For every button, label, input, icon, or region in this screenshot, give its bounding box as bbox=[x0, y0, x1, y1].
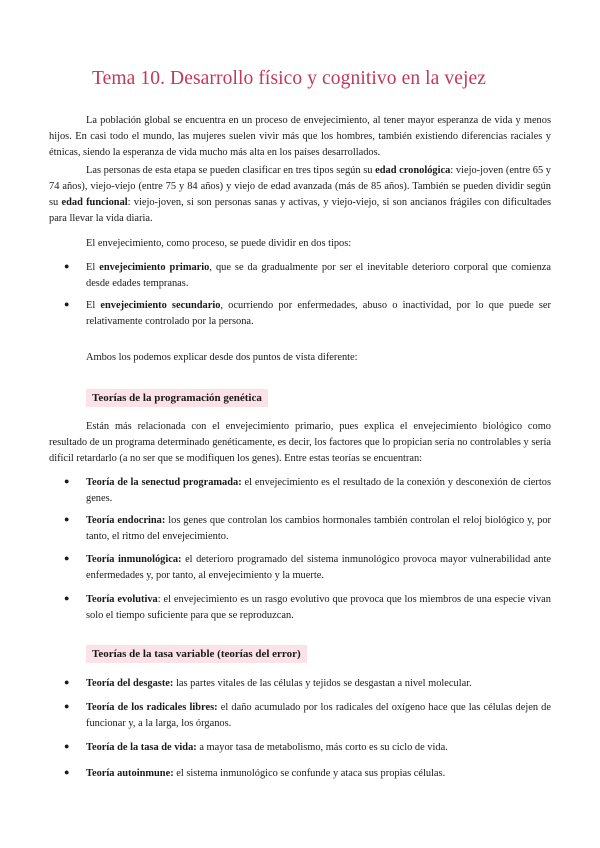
text-run: , que se da gradualmente por ser el inevitable deterioro corporal que comienza desde edades tempranas. bbox=[86, 262, 551, 289]
intro-paragraph: La población global se encuentra en un proceso de envejecimiento, al tener mayor esperanza de vida y menos hijos. En casi todo el mundo, las mujeres suelen vivir más que los hombres, también existiendo diferencias raciales y étnicas, siendo la esperanza de vida mucho más alta en los países desarrollados. bbox=[49, 115, 551, 158]
list-item-term: Teoría autoinmune: bbox=[86, 768, 174, 779]
text-run: el deterioro programado del sistema inmunológico provoca mayor vulnerabilidad ante enfermedades y, por tanto, al envejecimiento y la muerte. bbox=[86, 554, 551, 581]
term-edad-funcional: edad funcional bbox=[61, 197, 128, 208]
list-item-text bbox=[86, 260, 551, 292]
bullet-icon: ● bbox=[64, 553, 70, 563]
text-run: a mayor tasa de metabolismo, más corto es su ciclo de vida. bbox=[196, 742, 448, 753]
list-item-text bbox=[86, 766, 551, 782]
list-item-term: Teoría de la tasa de vida: bbox=[86, 742, 197, 753]
text-run: Las personas de esta etapa se pueden clasificar en tres tipos según su bbox=[86, 165, 376, 176]
list-item-term: Teoría de los radicales libres: bbox=[86, 702, 218, 713]
text-run: las partes vitales de las células y tejidos se desgastan a nivel molecular. bbox=[173, 678, 472, 689]
text-run: el daño acumulado por los radicales del oxígeno hace que las células dejen de funcionar y, a la larga, los órganos. bbox=[86, 702, 551, 729]
text-run: los genes que controlan los cambios hormonales también controlan el reloj biológico y, por tanto, el ritmo del envejecimiento. bbox=[86, 515, 551, 542]
list-item-term: envejecimiento primario bbox=[99, 262, 210, 273]
page-title: Tema 10. Desarrollo físico y cognitivo en la vejez bbox=[92, 68, 487, 89]
text-run: : viejo-joven (entre 65 y 74 años), viejo-viejo (entre 75 y 84 años) y viejo de edad avanzada (más de 85 años). También se pueden dividir según su bbox=[49, 165, 552, 208]
term-edad-cronologica: edad cronológica bbox=[375, 165, 451, 176]
bullet-icon: ● bbox=[64, 593, 70, 603]
aging-types-intro: El envejecimiento, como proceso, se puede dividir en dos tipos: bbox=[86, 238, 352, 249]
list-item-text bbox=[86, 676, 551, 692]
list-item bbox=[0, 513, 600, 547]
age-classification-paragraph bbox=[49, 163, 551, 227]
bullet-icon: ● bbox=[64, 701, 70, 711]
list-item bbox=[0, 475, 600, 509]
list-item-term: Teoría evolutiva bbox=[86, 594, 158, 605]
bullet-icon: ● bbox=[64, 741, 70, 751]
list-item-term: Teoría del desgaste: bbox=[86, 678, 174, 689]
list-item-term: Teoría inmunológica: bbox=[86, 554, 182, 565]
bullet-icon: ● bbox=[64, 261, 70, 271]
text-run: , ocurriendo por enfermedades, abuso o inactividad, por lo que puede ser relativamente controlado por la persona. bbox=[86, 300, 551, 327]
list-item bbox=[0, 552, 600, 586]
bullet-icon: ● bbox=[64, 677, 70, 687]
list-item-text bbox=[86, 700, 551, 732]
genetic-intro-paragraph: Están más relacionada con el envejecimiento primario, pues explica el envejecimiento biológico como resultado de un programa determinado genéticamente, es decir, los factores que lo propician sería no controlables y sería difícil retardarlo (a no ser que se modifiquen los genes). Entre estas teorías se encuentran: bbox=[49, 421, 551, 464]
bullet-icon: ● bbox=[64, 299, 70, 309]
bullet-icon: ● bbox=[64, 514, 70, 524]
list-item bbox=[0, 260, 600, 294]
text-run: : viejo-joven, si son personas sanas y activas, y viejo-viejo, si son ancianos frágiles con dificultades para llevar la vida diaria. bbox=[49, 197, 551, 224]
list-item bbox=[0, 298, 600, 332]
list-item-term: envejecimiento secundario bbox=[100, 300, 221, 311]
text-run: El bbox=[86, 262, 100, 273]
list-item-text bbox=[86, 552, 551, 584]
list-item bbox=[0, 740, 600, 758]
list-item bbox=[0, 592, 600, 626]
text-run: el envejecimiento es el resultado de la conexión y desconexión de ciertos genes. bbox=[86, 477, 551, 504]
list-item-term: Teoría de la senectud programada: bbox=[86, 477, 242, 488]
list-item-text bbox=[86, 513, 551, 545]
list-item bbox=[0, 700, 600, 734]
list-item-text bbox=[86, 298, 551, 330]
text-run: : el envejecimiento es un rasgo evolutivo que provoca que los miembros de una especie vivan solo el tiempo suficiente para que se reproduzcan. bbox=[86, 594, 551, 621]
viewpoints-paragraph: Ambos los podemos explicar desde dos puntos de vista diferente: bbox=[86, 352, 358, 363]
list-item bbox=[0, 676, 600, 694]
text-run: El bbox=[86, 300, 101, 311]
list-item-term: Teoría endocrina: bbox=[86, 515, 166, 526]
list-item-text bbox=[86, 475, 551, 507]
list-item-text bbox=[86, 592, 551, 624]
section-heading-genetic: Teorías de la programación genética bbox=[86, 389, 268, 407]
list-item bbox=[0, 766, 600, 784]
text-run: el sistema inmunológico se confunde y ataca sus propias células. bbox=[173, 768, 446, 779]
bullet-icon: ● bbox=[64, 767, 70, 777]
bullet-icon: ● bbox=[64, 476, 70, 486]
section-heading-variable-rate: Teorías de la tasa variable (teorías del error) bbox=[86, 645, 307, 663]
list-item-text bbox=[86, 740, 551, 756]
